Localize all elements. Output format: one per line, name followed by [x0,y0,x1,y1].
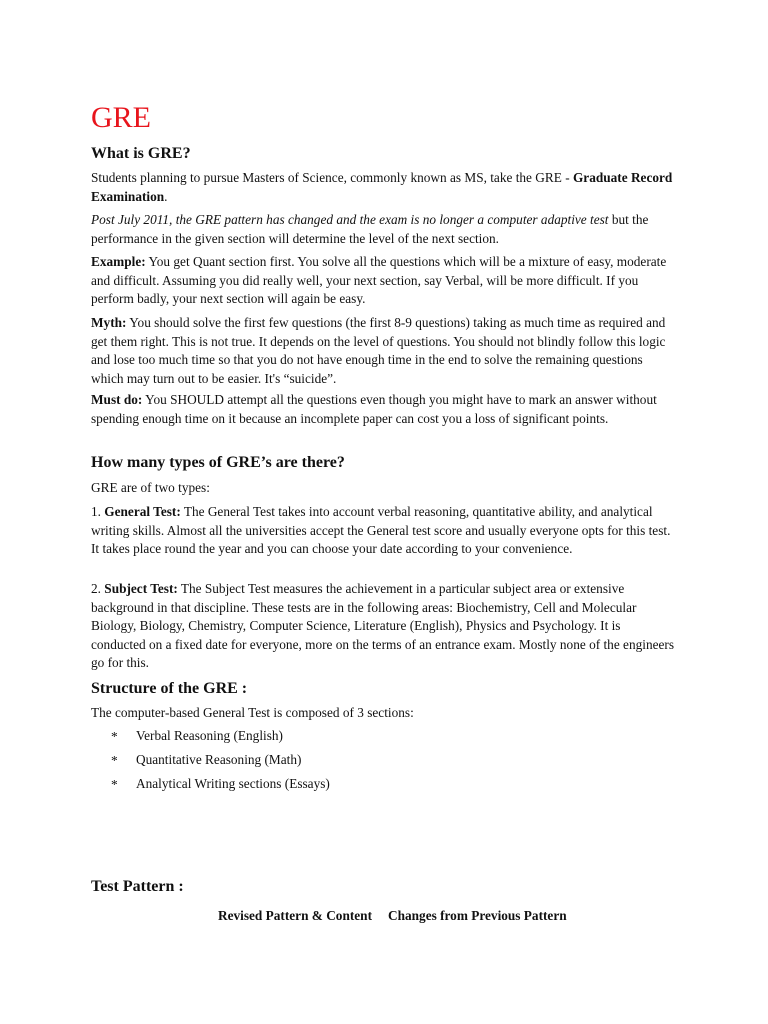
must-do-label: Must do: [91,392,143,407]
intro-text: Students planning to pursue Masters of Science, commonly known as MS, take the GRE - [91,170,573,185]
page-title: GRE [91,101,151,134]
post-2011-italic: Post July 2011, the GRE pattern has changed and the exam is no longer a computer adaptive test [91,212,609,227]
post-2011-text: but the performance in the given section will determine the level of the next section. [91,212,649,246]
subject-test-label: Subject Test: [104,581,178,596]
general-test-label: General Test: [104,504,181,519]
column-header-revised: Revised Pattern & Content [218,908,372,923]
list-item-text: Quantitative Reasoning (Math) [136,752,302,767]
list-item [91,750,330,774]
intro-end: . [164,188,168,204]
paragraph-example [91,253,676,309]
heading-types-of-gre: How many types of GRE’s are there? [91,454,345,471]
paragraph-general-test [91,503,676,559]
subject-test-number: 2. [91,581,105,596]
paragraph-intro [91,169,676,206]
general-test-number: 1. [91,504,105,519]
bullet-star-icon: * [111,729,118,744]
heading-what-is-gre: What is GRE? [91,145,191,162]
example-text: You get Quant section first. You solve all the questions which will be a mixture of easy, moderate and difficult. Assuming you did really well, your next section, say Verbal, will be more difficult. If you perform badly, your next section will again be easy. [91,254,667,306]
pattern-table-header [218,908,567,924]
bullet-star-icon: * [111,753,118,768]
subject-test-text: The Subject Test measures the achievement in a particular subject area or extensive background in that discipline. These tests are in the following areas: Biochemistry, Cell and Molecular Biology, Biology, Chemistry, Computer Science, Literature (English), Physics and Psychology. It is conducted on a fixed date for everyone, more on the terms of an entrance exam. Mostly none of the engineers go for this. [91,581,674,670]
list-item-text: Verbal Reasoning (English) [136,728,283,743]
column-header-changes: Changes from Previous Pattern [388,908,567,923]
paragraph-must-do [91,391,676,428]
myth-label: Myth: [91,315,127,330]
list-item [91,774,330,798]
paragraph-subject-test [91,580,676,673]
paragraph-structure-intro: The computer-based General Test is composed of 3 sections: [91,705,414,720]
heading-structure: Structure of the GRE : [91,680,248,697]
general-test-text: The General Test takes into account verbal reasoning, quantitative ability, and analytical writing skills. Almost all the universities accept the General test score and usually everyone opts for this test. It takes place round the year and you can choose your date according to your convenience. [91,504,671,556]
paragraph-post-2011 [91,211,676,248]
list-item [91,726,330,750]
example-label: Example: [91,254,146,269]
intro-bold-term: Graduate Record Examination [91,170,673,204]
list-item-text: Analytical Writing sections (Essays) [136,776,330,791]
bullet-star-icon: * [111,777,118,792]
paragraph-myth [91,314,676,388]
must-do-text: You SHOULD attempt all the questions even though you might have to mark an answer without spending enough time on it because an incomplete paper can cost you a loss of significant points. [91,392,657,426]
sections-list [91,726,330,798]
heading-test-pattern: Test Pattern : [91,878,184,895]
paragraph-types-intro: GRE are of two types: [91,480,210,495]
myth-text: You should solve the first few questions (the first 8-9 questions) taking as much time as required and get them right. This is not true. It depends on the level of questions. You should not blindly follow this logic and lose too much time so that you do not have enough time in the end to solve the remaining questions which may turn out to be easier. It's “suicide”. [91,315,666,386]
